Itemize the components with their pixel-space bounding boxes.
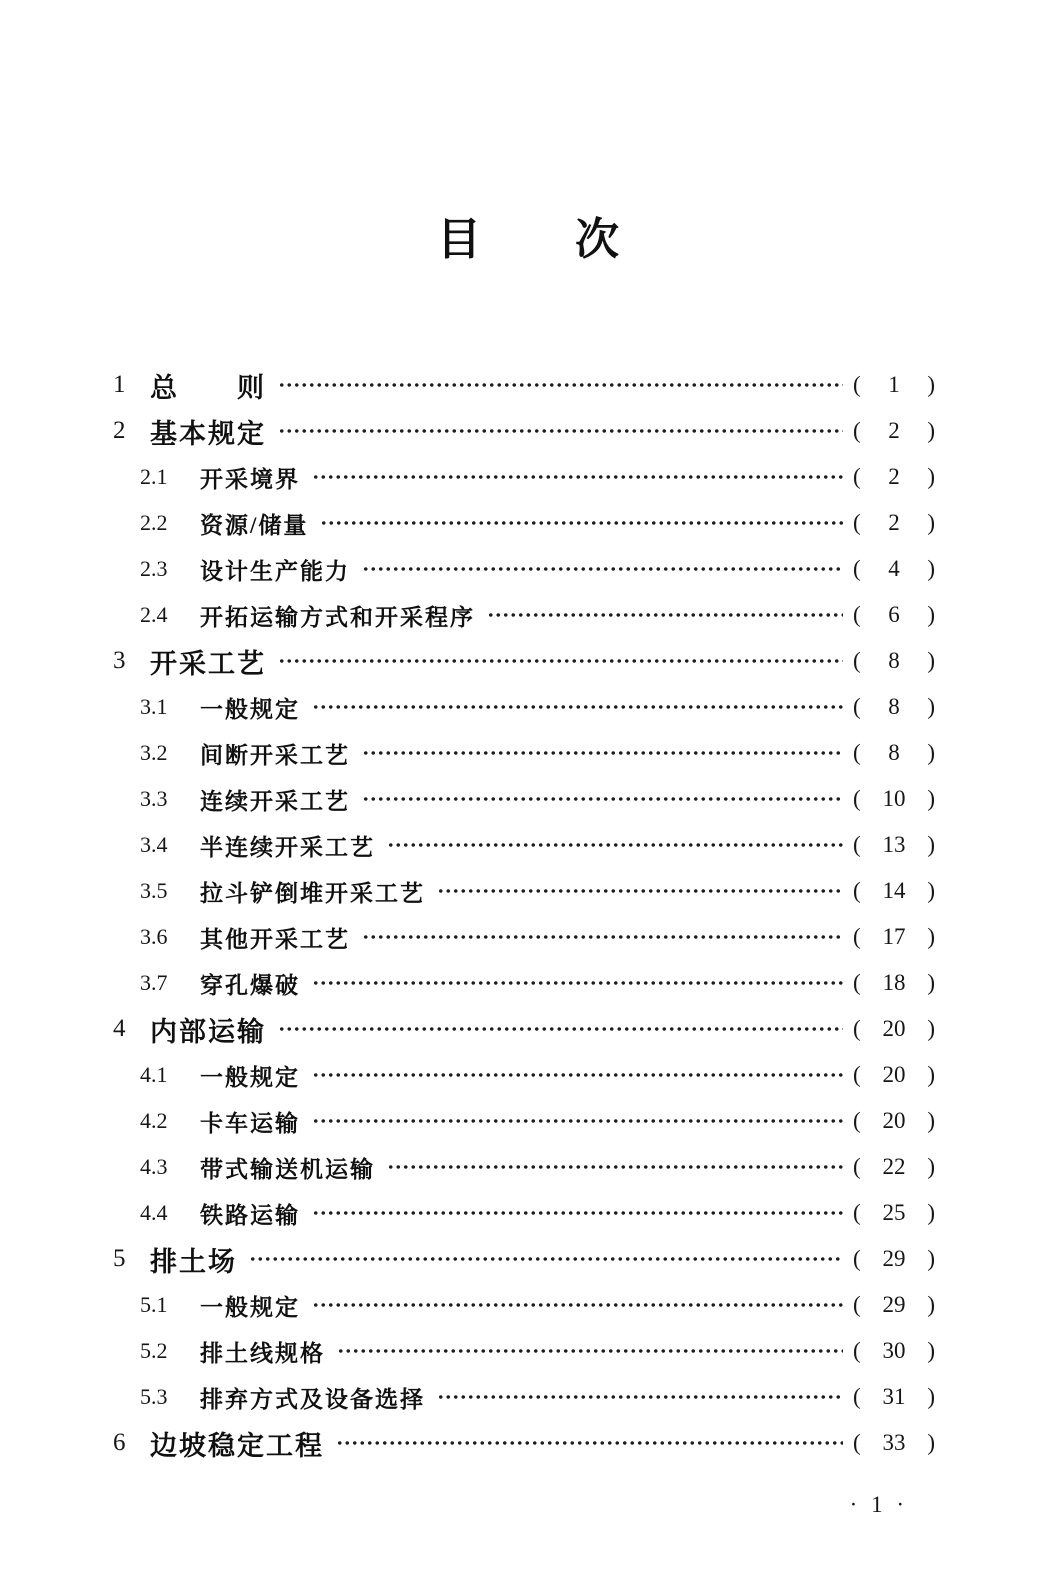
toc-entry-number: 5	[113, 1245, 126, 1272]
toc-entry[interactable]	[113, 592, 935, 638]
paren-open: (	[853, 786, 861, 811]
paren-open: (	[853, 1246, 861, 1271]
toc-list	[0, 362, 1058, 1466]
toc-entry-pageref	[853, 1338, 935, 1364]
toc-entry-title: 穿孔爆破	[200, 972, 300, 998]
paren-close: )	[927, 1384, 935, 1409]
toc-entry-page: 2	[888, 418, 900, 443]
toc-entry-page: 10	[882, 786, 906, 811]
toc-entry[interactable]	[113, 1374, 935, 1420]
toc-entry-number: 2	[113, 417, 126, 444]
dot-leader	[362, 546, 843, 592]
paren-close: )	[927, 1200, 935, 1225]
toc-entry-pageref	[853, 694, 935, 720]
toc-entry-title: 资源/储量	[200, 512, 309, 538]
toc-entry-pageref	[853, 602, 935, 628]
toc-entry[interactable]	[113, 1052, 935, 1098]
dot-leader	[312, 1190, 843, 1236]
paren-open: (	[853, 1108, 861, 1133]
paren-open: (	[853, 878, 861, 903]
toc-entry-title: 排土线规格	[200, 1340, 325, 1366]
paren-close: )	[927, 832, 935, 857]
toc-entry-pageref	[853, 1016, 935, 1042]
toc-entry-number: 2.4	[140, 602, 168, 627]
toc-entry[interactable]	[113, 546, 935, 592]
paren-open: (	[853, 510, 861, 535]
dot-leader	[387, 1144, 843, 1190]
paren-open: (	[853, 418, 861, 443]
dot-leader	[278, 1006, 843, 1052]
toc-entry-pageref	[853, 1246, 935, 1272]
toc-entry-number: 2.1	[140, 464, 168, 489]
paren-open: (	[853, 556, 861, 581]
toc-entry[interactable]	[113, 1006, 935, 1052]
toc-entry-pageref	[853, 418, 935, 444]
toc-entry-page: 4	[888, 556, 900, 581]
dot-leader	[362, 914, 843, 960]
paren-close: )	[927, 1430, 935, 1455]
paren-close: )	[927, 1016, 935, 1041]
paren-close: )	[927, 740, 935, 765]
toc-entry[interactable]	[113, 454, 935, 500]
paren-open: (	[853, 1154, 861, 1179]
dot-leader	[337, 1328, 843, 1374]
dot-leader	[387, 822, 843, 868]
toc-entry[interactable]	[113, 500, 935, 546]
paren-close: )	[927, 556, 935, 581]
toc-entry-page: 1	[888, 372, 900, 397]
dot-leader	[437, 1374, 843, 1420]
toc-entry-number: 3	[113, 647, 126, 674]
toc-entry-number: 5.1	[140, 1292, 168, 1317]
toc-entry-title: 半连续开采工艺	[200, 834, 375, 860]
dot-leader	[312, 684, 843, 730]
paren-open: (	[853, 924, 861, 949]
toc-entry-number: 3.6	[140, 924, 168, 949]
paren-close: )	[927, 602, 935, 627]
dot-leader	[278, 408, 843, 454]
paren-open: (	[853, 832, 861, 857]
toc-entry-pageref	[853, 648, 935, 674]
paren-open: (	[853, 1384, 861, 1409]
toc-entry-number: 4.4	[140, 1200, 168, 1225]
paren-close: )	[927, 510, 935, 535]
dot-leader	[320, 500, 843, 546]
paren-close: )	[927, 1292, 935, 1317]
dot-leader	[278, 638, 843, 684]
toc-entry-title: 连续开采工艺	[200, 788, 350, 814]
toc-entry-page: 6	[888, 602, 900, 627]
paren-close: )	[927, 1246, 935, 1271]
toc-entry-number: 3.3	[140, 786, 168, 811]
toc-entry-title: 开采境界	[200, 466, 300, 492]
dot-leader	[362, 776, 843, 822]
toc-entry-title: 带式输送机运输	[200, 1156, 375, 1182]
toc-entry[interactable]	[113, 776, 935, 822]
dot-leader	[249, 1236, 843, 1282]
toc-entry-pageref	[853, 1108, 935, 1134]
paren-open: (	[853, 1062, 861, 1087]
toc-entry[interactable]	[113, 1282, 935, 1328]
toc-entry[interactable]	[113, 1190, 935, 1236]
dot-leader	[312, 454, 843, 500]
toc-entry-pageref	[853, 1154, 935, 1180]
paren-open: (	[853, 970, 861, 995]
page-number: · 1 ·	[849, 1492, 908, 1517]
toc-entry-pageref	[853, 1430, 935, 1456]
toc-entry-page: 30	[882, 1338, 906, 1363]
toc-entry-number: 1	[113, 371, 126, 398]
toc-entry-number: 4.2	[140, 1108, 168, 1133]
toc-entry-page: 8	[888, 694, 900, 719]
toc-entry[interactable]	[113, 914, 935, 960]
page-title: 目 次	[437, 215, 621, 264]
toc-entry-title: 其他开采工艺	[200, 926, 350, 952]
toc-entry-page: 29	[882, 1292, 906, 1317]
toc-entry[interactable]	[113, 1328, 935, 1374]
dot-leader	[487, 592, 843, 638]
toc-entry-page: 8	[888, 648, 900, 673]
paren-open: (	[853, 372, 861, 397]
toc-entry-pageref	[853, 464, 935, 490]
toc-entry[interactable]	[113, 362, 935, 408]
toc-entry-page: 33	[882, 1430, 906, 1455]
dot-leader	[312, 1282, 843, 1328]
toc-entry-page: 17	[882, 924, 906, 949]
toc-entry-title: 边坡稳定工程	[150, 1430, 324, 1461]
toc-entry[interactable]	[113, 1420, 935, 1466]
toc-entry-pageref	[853, 1292, 935, 1318]
toc-entry-page: 8	[888, 740, 900, 765]
toc-entry-pageref	[853, 372, 935, 398]
toc-entry-pageref	[853, 832, 935, 858]
paren-open: (	[853, 464, 861, 489]
toc-entry-number: 3.1	[140, 694, 168, 719]
toc-entry-title: 基本规定	[150, 418, 266, 449]
dot-leader	[312, 1098, 843, 1144]
dot-leader	[437, 868, 843, 914]
toc-entry-page: 14	[882, 878, 906, 903]
paren-close: )	[927, 648, 935, 673]
paren-close: )	[927, 786, 935, 811]
toc-entry-title: 内部运输	[150, 1016, 266, 1047]
toc-entry-number: 2.2	[140, 510, 168, 535]
paren-close: )	[927, 464, 935, 489]
toc-entry-page: 25	[882, 1200, 906, 1225]
toc-entry-pageref	[853, 878, 935, 904]
toc-entry[interactable]	[113, 1144, 935, 1190]
toc-entry-number: 4.1	[140, 1062, 168, 1087]
paren-open: (	[853, 1338, 861, 1363]
toc-entry-page: 20	[882, 1016, 906, 1041]
paren-close: )	[927, 1154, 935, 1179]
toc-entry-page: 29	[882, 1246, 906, 1271]
toc-entry-page: 20	[882, 1108, 906, 1133]
toc-entry-number: 5.2	[140, 1338, 168, 1363]
toc-entry-pageref	[853, 970, 935, 996]
toc-entry[interactable]	[113, 684, 935, 730]
paren-close: )	[927, 1062, 935, 1087]
paren-open: (	[853, 740, 861, 765]
toc-entry-title: 间断开采工艺	[200, 742, 350, 768]
toc-entry[interactable]	[113, 1098, 935, 1144]
toc-entry-number: 4.3	[140, 1154, 168, 1179]
toc-entry-pageref	[853, 1384, 935, 1410]
toc-entry-pageref	[853, 556, 935, 582]
toc-entry-page: 2	[888, 510, 900, 535]
paren-open: (	[853, 1430, 861, 1455]
toc-entry-title: 排弃方式及设备选择	[200, 1386, 425, 1412]
toc-entry[interactable]	[113, 408, 935, 454]
paren-close: )	[927, 1338, 935, 1363]
toc-entry[interactable]	[113, 638, 935, 684]
dot-leader	[312, 1052, 843, 1098]
toc-entry-pageref	[853, 786, 935, 812]
toc-entry-title: 总 则	[150, 372, 266, 403]
dot-leader	[278, 362, 843, 408]
paren-open: (	[853, 602, 861, 627]
toc-entry-number: 6	[113, 1429, 126, 1456]
paren-open: (	[853, 1292, 861, 1317]
toc-entry-title: 一般规定	[200, 1294, 300, 1320]
toc-entry-page: 20	[882, 1062, 906, 1087]
paren-close: )	[927, 418, 935, 443]
toc-entry-title: 铁路运输	[200, 1202, 300, 1228]
toc-entry-title: 排土场	[150, 1246, 237, 1277]
toc-entry[interactable]	[113, 1236, 935, 1282]
dot-leader	[362, 730, 843, 776]
toc-entry[interactable]	[113, 822, 935, 868]
paren-close: )	[927, 970, 935, 995]
toc-entry[interactable]	[113, 960, 935, 1006]
paren-open: (	[853, 1016, 861, 1041]
toc-entry[interactable]	[113, 730, 935, 776]
paren-close: )	[927, 1108, 935, 1133]
toc-entry-title: 一般规定	[200, 1064, 300, 1090]
toc-entry-title: 一般规定	[200, 696, 300, 722]
toc-entry[interactable]	[113, 868, 935, 914]
paren-open: (	[853, 648, 861, 673]
paren-close: )	[927, 878, 935, 903]
toc-entry-pageref	[853, 1200, 935, 1226]
toc-entry-number: 2.3	[140, 556, 168, 581]
toc-entry-page: 31	[882, 1384, 906, 1409]
toc-entry-page: 2	[888, 464, 900, 489]
toc-entry-pageref	[853, 924, 935, 950]
paren-close: )	[927, 694, 935, 719]
paren-close: )	[927, 372, 935, 397]
toc-entry-page: 18	[882, 970, 906, 995]
toc-entry-page: 22	[882, 1154, 906, 1179]
toc-entry-title: 开拓运输方式和开采程序	[200, 604, 475, 630]
toc-entry-number: 4	[113, 1015, 126, 1042]
toc-entry-pageref	[853, 740, 935, 766]
toc-entry-pageref	[853, 1062, 935, 1088]
dot-leader	[336, 1420, 843, 1466]
toc-entry-number: 3.7	[140, 970, 168, 995]
toc-entry-number: 3.4	[140, 832, 168, 857]
dot-leader	[312, 960, 843, 1006]
paren-close: )	[927, 924, 935, 949]
toc-entry-title: 开采工艺	[150, 648, 266, 679]
toc-entry-page: 13	[882, 832, 906, 857]
toc-entry-title: 设计生产能力	[200, 558, 350, 584]
paren-open: (	[853, 694, 861, 719]
toc-entry-number: 3.2	[140, 740, 168, 765]
toc-entry-title: 拉斗铲倒堆开采工艺	[200, 880, 425, 906]
paren-open: (	[853, 1200, 861, 1225]
toc-entry-pageref	[853, 510, 935, 536]
toc-entry-title: 卡车运输	[200, 1110, 300, 1136]
toc-entry-number: 5.3	[140, 1384, 168, 1409]
toc-entry-number: 3.5	[140, 878, 168, 903]
